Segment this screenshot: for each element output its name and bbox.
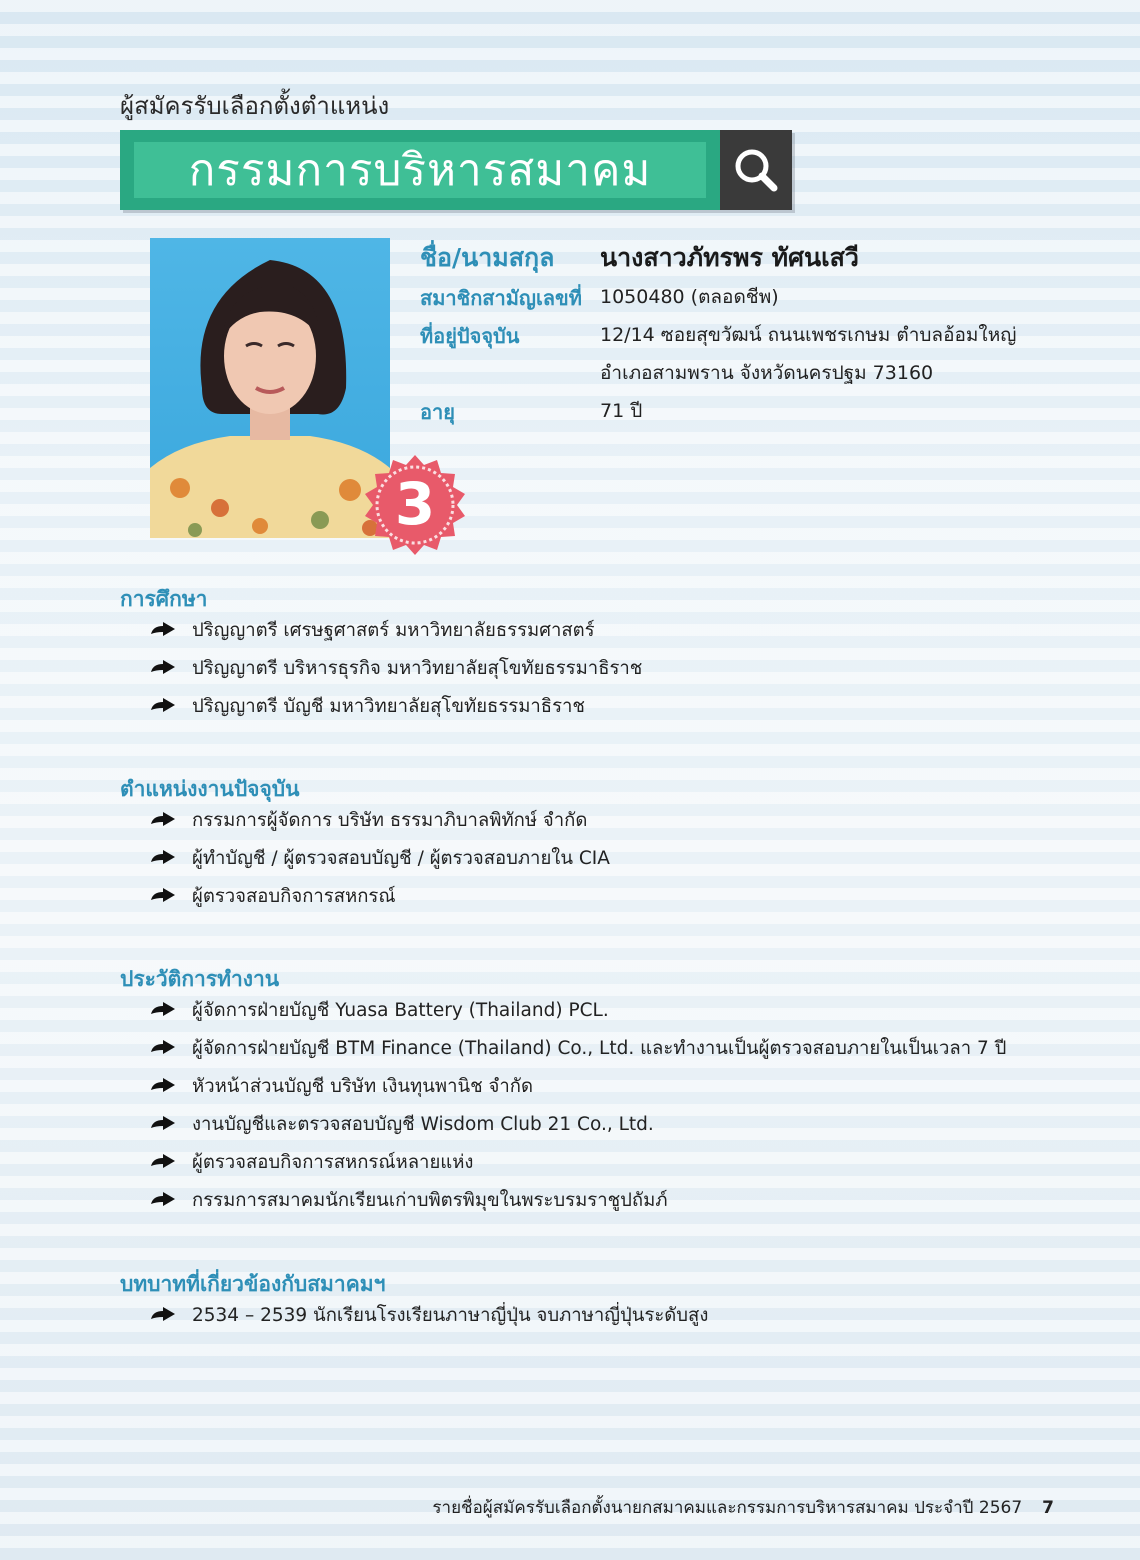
search-button[interactable]	[720, 130, 792, 210]
address-label: ที่อยู่ปัจจุบัน	[420, 324, 520, 348]
current-position-section	[120, 773, 1080, 915]
association-roles-title: บทบาทที่เกี่ยวข้องกับสมาคมฯ	[120, 1272, 386, 1296]
candidate-number-badge	[356, 446, 474, 564]
title-banner	[120, 130, 720, 210]
education-section	[120, 583, 1080, 725]
name-value: นางสาวภัทรพร ทัศนเสวี	[600, 243, 859, 272]
banner-title: กรรมการบริหารสมาคม	[188, 145, 652, 196]
age-label: อายุ	[420, 400, 455, 424]
search-icon	[720, 130, 792, 210]
arrow-icon	[150, 887, 176, 905]
association-roles-section	[120, 1268, 1080, 1334]
member-label: สมาชิกสามัญเลขที่	[420, 286, 582, 310]
list-item: ผู้ตรวจสอบกิจการสหกรณ์	[120, 877, 1080, 915]
arrow-icon	[150, 697, 176, 715]
list-item: ผู้จัดการฝ่ายบัญชี Yuasa Battery (Thailand) PCL.	[120, 991, 1080, 1029]
list-item: 2534 – 2539 นักเรียนโรงเรียนภาษาญี่ปุ่น จบภาษาญี่ปุ่นระดับสูง	[120, 1296, 1080, 1334]
arrow-icon	[150, 1039, 176, 1057]
work-history-section	[120, 963, 1080, 1219]
address-line-1: 12/14 ซอยสุขวัฒน์ ถนนเพชรเกษม ตำบลอ้อมใหญ่	[600, 324, 1017, 346]
list-item: ปริญญาตรี เศรษฐศาสตร์ มหาวิทยาลัยธรรมศาสตร์	[120, 611, 1080, 649]
list-item: หัวหน้าส่วนบัญชี บริษัท เงินทุนพานิช จำกัด	[120, 1067, 1080, 1105]
candidate-photo	[150, 238, 390, 538]
age-value: 71 ปี	[600, 400, 643, 422]
list-item: ผู้ตรวจสอบกิจการสหกรณ์หลายแห่ง	[120, 1143, 1080, 1181]
arrow-icon	[150, 1191, 176, 1209]
arrow-icon	[150, 1153, 176, 1171]
arrow-icon	[150, 621, 176, 639]
list-item: กรรมการสมาคมนักเรียนเก่าบพิตรพิมุขในพระบรมราชูปถัมภ์	[120, 1181, 1080, 1219]
list-item: ปริญญาตรี บัญชี มหาวิทยาลัยสุโขทัยธรรมาธิราช	[120, 687, 1080, 725]
education-title: การศึกษา	[120, 587, 208, 611]
page-footer	[432, 1494, 1054, 1521]
arrow-icon	[150, 1306, 176, 1324]
address-line-2: อำเภอสามพราน จังหวัดนครปฐม 73160	[600, 362, 934, 384]
footer-text: รายชื่อผู้สมัครรับเลือกตั้งนายกสมาคมและกรรมการบริหารสมาคม ประจำปี 2567	[432, 1498, 1023, 1518]
list-item: ผู้ทำบัญชี / ผู้ตรวจสอบบัญชี / ผู้ตรวจสอบภายใน CIA	[120, 839, 1080, 877]
arrow-icon	[150, 1115, 176, 1133]
arrow-icon	[150, 849, 176, 867]
current-position-title: ตำแหน่งงานปัจจุบัน	[120, 777, 300, 801]
candidate-number: 3	[394, 470, 436, 538]
page-number: 7	[1042, 1498, 1054, 1518]
arrow-icon	[150, 659, 176, 677]
list-item: ปริญญาตรี บริหารธุรกิจ มหาวิทยาลัยสุโขทัยธรรมาธิราช	[120, 649, 1080, 687]
name-label: ชื่อ/นามสกุล	[420, 243, 555, 272]
member-value: 1050480 (ตลอดชีพ)	[600, 286, 779, 308]
arrow-icon	[150, 1001, 176, 1019]
list-item: กรรมการผู้จัดการ บริษัท ธรรมาภิบาลพิทักษ์ จำกัด	[120, 801, 1080, 839]
list-item: ผู้จัดการฝ่ายบัญชี BTM Finance (Thailand) Co., Ltd. และทำงานเป็นผู้ตรวจสอบภายในเป็นเวลา 7 ปี	[120, 1029, 1080, 1067]
list-item: งานบัญชีและตรวจสอบบัญชี Wisdom Club 21 Co., Ltd.	[120, 1105, 1080, 1143]
subtitle: ผู้สมัครรับเลือกตั้งตำแหน่ง	[120, 92, 390, 120]
arrow-icon	[150, 811, 176, 829]
work-history-title: ประวัติการทำงาน	[120, 967, 280, 991]
arrow-icon	[150, 1077, 176, 1095]
